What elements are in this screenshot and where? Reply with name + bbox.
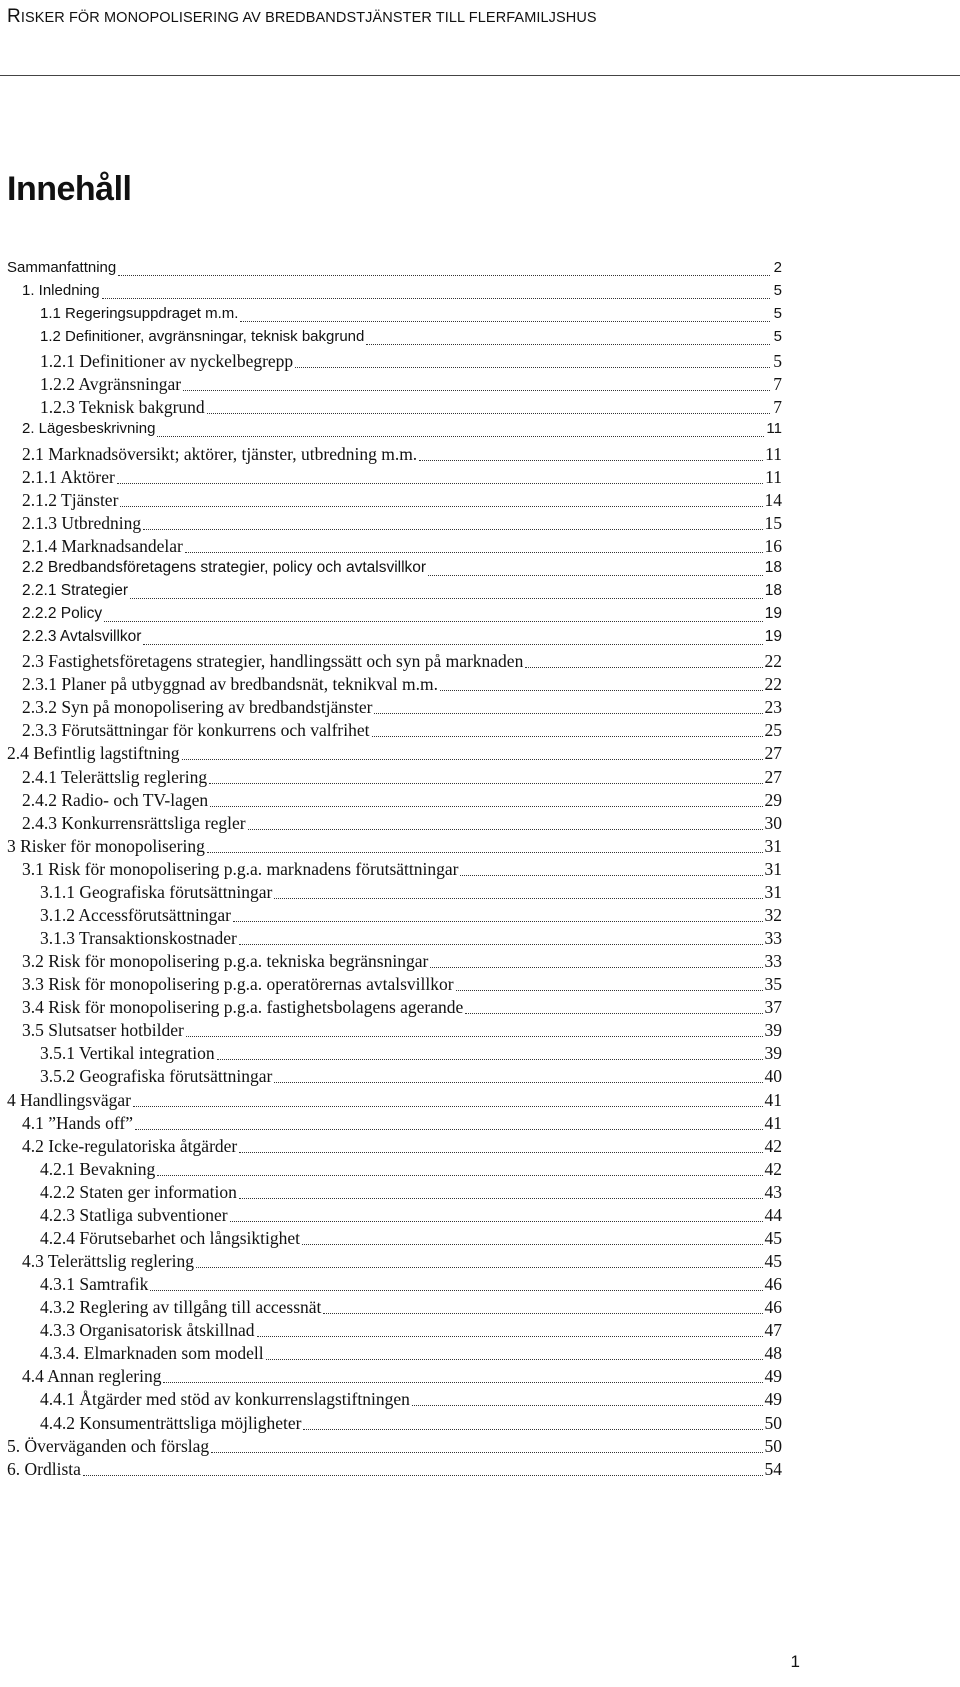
toc-entry-page: 27 (764, 743, 782, 763)
toc-entry[interactable] (22, 859, 782, 881)
toc-entry-label: 1. Inledning (22, 282, 100, 299)
toc-entry-page: 47 (764, 1320, 782, 1340)
toc-entry-label: 2. Lägesbeskrivning (22, 420, 156, 437)
toc-entry-page: 11 (766, 420, 782, 437)
toc-entry-label: 3.5.1 Vertikal integration (40, 1043, 215, 1063)
toc-dot-leader (274, 897, 762, 899)
toc-entry[interactable] (22, 651, 782, 673)
toc-dot-leader (120, 505, 762, 507)
toc-entry[interactable] (22, 444, 782, 466)
toc-entry-label: 2.3 Fastighetsföretagens strategier, handlingssätt och syn på marknaden (22, 651, 524, 671)
toc-entry[interactable] (7, 1090, 782, 1112)
toc-entry-label: 1.2.1 Definitioner av nyckelbegrepp (40, 351, 294, 371)
toc-entry[interactable] (40, 1182, 782, 1204)
toc-dot-leader (428, 574, 763, 576)
toc-dot-leader (239, 943, 763, 945)
toc-entry-label: 4.3.1 Samtrafik (40, 1274, 149, 1294)
toc-entry-label: 3.1.1 Geografiska förutsättningar (40, 882, 273, 902)
toc-entry-label: 2.2.2 Policy (22, 605, 103, 622)
toc-entry-label: 4.2.3 Statliga subventioner (40, 1205, 228, 1225)
toc-dot-leader (366, 343, 770, 345)
toc-entry-page: 42 (764, 1136, 782, 1156)
toc-entry-page: 31 (764, 882, 782, 902)
toc-entry-page: 29 (764, 790, 782, 810)
toc-entry-page: 5 (773, 282, 782, 299)
toc-dot-leader (372, 735, 763, 737)
toc-entry[interactable] (40, 1297, 782, 1319)
toc-entry-page: 11 (765, 444, 782, 464)
toc-entry-page: 7 (773, 374, 782, 394)
toc-entry-label: 2.1.2 Tjänster (22, 490, 119, 510)
toc-heading: Innehåll (7, 170, 132, 208)
toc-entry-page: 43 (764, 1182, 782, 1202)
toc-entry-page: 30 (764, 813, 782, 833)
toc-dot-leader (83, 1474, 763, 1476)
toc-dot-leader (465, 1012, 762, 1014)
toc-dot-leader (182, 758, 763, 760)
toc-entry[interactable] (40, 1413, 782, 1435)
toc-entry-page: 46 (764, 1297, 782, 1317)
toc-entry[interactable] (22, 1020, 782, 1042)
toc-dot-leader (207, 412, 770, 414)
toc-entry-page: 15 (764, 513, 782, 533)
toc-dot-leader (183, 389, 770, 391)
toc-dot-leader (130, 597, 763, 599)
toc-entry-page: 22 (764, 674, 782, 694)
toc-entry[interactable] (40, 1159, 782, 1181)
toc-entry-label: 6. Ordlista (7, 1459, 81, 1479)
toc-entry-page: 22 (764, 651, 782, 671)
toc-entry-label: 5. Överväganden och förslag (7, 1436, 210, 1456)
toc-dot-leader (525, 666, 762, 668)
toc-entry-page: 27 (764, 767, 782, 787)
toc-entry-label: 3.1.2 Accessförutsättningar (40, 905, 231, 925)
toc-dot-leader (209, 782, 762, 784)
toc-entry-label: 4 Handlingsvägar (7, 1090, 131, 1110)
toc-dot-leader (117, 482, 763, 484)
toc-entry-label: 3.2 Risk för monopolisering p.g.a. tekniska begränsningar (22, 951, 429, 971)
toc-entry[interactable] (7, 743, 782, 765)
toc-entry-page: 54 (764, 1459, 782, 1479)
toc-dot-leader (240, 320, 770, 322)
toc-entry-page: 50 (764, 1413, 782, 1433)
toc-entry[interactable] (22, 559, 782, 581)
toc-entry-label: 4.3.3 Organisatorisk åtskillnad (40, 1320, 255, 1340)
toc-entry-page: 14 (764, 490, 782, 510)
toc-dot-leader (133, 1105, 763, 1107)
toc-entry-page: 32 (764, 905, 782, 925)
toc-entry-label: 1.2 Definitioner, avgränsningar, teknisk bakgrund (40, 328, 365, 345)
toc-entry-page: 44 (764, 1205, 782, 1225)
toc-entry-label: 2.1.1 Aktörer (22, 467, 115, 487)
toc-entry-label: 4.3 Telerättslig reglering (22, 1251, 194, 1271)
toc-entry-page: 40 (764, 1066, 782, 1086)
toc-dot-leader (419, 459, 763, 461)
toc-entry-page: 45 (764, 1228, 782, 1248)
running-header-text: ISKER FÖR MONOPOLISERING AV BREDBANDSTJÄNSTER TILL FLERFAMILJSHUS (20, 10, 597, 26)
toc-dot-leader (257, 1335, 763, 1337)
toc-dot-leader (274, 1081, 762, 1083)
toc-entry-page: 33 (764, 928, 782, 948)
toc-entry[interactable] (40, 1274, 782, 1296)
toc-entry[interactable] (22, 282, 782, 304)
toc-entry-page: 49 (764, 1389, 782, 1409)
toc-entry[interactable] (22, 767, 782, 789)
toc-entry[interactable] (7, 836, 782, 858)
toc-entry-label: 4.4.2 Konsumenträttsliga möjligheter (40, 1413, 302, 1433)
toc-entry-label: 2.2.3 Avtalsvillkor (22, 628, 142, 645)
toc-entry-label: 2.4 Befintlig lagstiftning (7, 743, 180, 763)
toc-dot-leader (295, 366, 770, 368)
toc-dot-leader (118, 274, 770, 276)
toc-entry[interactable] (40, 1043, 782, 1065)
toc-entry-label: 2.4.1 Telerättslig reglering (22, 767, 208, 787)
toc-entry[interactable] (22, 997, 782, 1019)
toc-entry-label: 1.2.3 Teknisk bakgrund (40, 397, 205, 417)
toc-entry-label: 2.1 Marknadsöversikt; aktörer, tjänster, utbredning m.m. (22, 444, 418, 464)
toc-entry[interactable] (22, 467, 782, 489)
toc-entry-label: 3.4 Risk för monopolisering p.g.a. fastighetsbolagens agerande (22, 997, 464, 1017)
toc-entry-label: 2.1.4 Marknadsandelar (22, 536, 183, 556)
toc-entry-label: 4.3.2 Reglering av tillgång till accessnät (40, 1297, 322, 1317)
toc-entry-label: 4.4 Annan reglering (22, 1366, 162, 1386)
toc-dot-leader (230, 1220, 763, 1222)
toc-dot-leader (440, 689, 762, 691)
toc-dot-leader (104, 620, 763, 622)
toc-entry-page: 33 (764, 951, 782, 971)
toc-entry-page: 5 (773, 328, 782, 345)
toc-dot-leader (157, 1174, 762, 1176)
toc-entry-page: 5 (773, 351, 782, 371)
toc-entry-label: 3.1.3 Transaktionskostnader (40, 928, 237, 948)
toc-entry[interactable] (40, 1389, 782, 1411)
toc-entry-page: 16 (764, 536, 782, 556)
toc-entry-page: 18 (764, 582, 782, 599)
toc-entry[interactable] (22, 813, 782, 835)
toc-entry-page: 2 (773, 259, 782, 276)
toc-entry-label: 4.2.1 Bevakning (40, 1159, 156, 1179)
toc-entry-label: 2.2.1 Strategier (22, 582, 128, 599)
toc-entry-label: 1.1 Regeringsuppdraget m.m. (40, 305, 239, 322)
toc-entry[interactable] (40, 882, 782, 904)
toc-dot-leader (102, 297, 770, 299)
toc-entry-label: 2.4.2 Radio- och TV-lagen (22, 790, 209, 810)
toc-entry[interactable] (40, 351, 782, 373)
toc-entry[interactable] (40, 905, 782, 927)
toc-entry-page: 18 (764, 559, 782, 576)
toc-entry[interactable] (40, 1066, 782, 1088)
toc-entry-label: 3.1 Risk för monopolisering p.g.a. marknadens förutsättningar (22, 859, 459, 879)
toc-entry-label: 4.2.4 Förutsebarhet och långsiktighet (40, 1228, 301, 1248)
toc-entry-label: 2.1.3 Utbredning (22, 513, 142, 533)
toc-entry-page: 31 (764, 859, 782, 879)
toc-dot-leader (374, 712, 762, 714)
toc-entry[interactable] (40, 1343, 782, 1365)
toc-entry-label: 3 Risker för monopolisering (7, 836, 205, 856)
toc-entry-label: 4.4.1 Åtgärder med stöd av konkurrenslagstiftningen (40, 1389, 410, 1409)
toc-entry[interactable] (40, 328, 782, 350)
toc-entry-page: 5 (773, 305, 782, 322)
toc-entry[interactable] (22, 674, 782, 696)
toc-dot-leader (143, 643, 762, 645)
toc-dot-leader (157, 435, 764, 437)
toc-entry[interactable] (7, 259, 782, 281)
toc-entry-label: 2.4.3 Konkurrensrättsliga regler (22, 813, 246, 833)
toc-dot-leader (456, 989, 763, 991)
running-header-initial: R (7, 6, 21, 27)
toc-dot-leader (266, 1358, 763, 1360)
toc-entry-label: 3.5.2 Geografiska förutsättningar (40, 1066, 273, 1086)
toc-entry-page: 46 (764, 1274, 782, 1294)
toc-entry-page: 19 (764, 628, 782, 645)
toc-entry-page: 25 (764, 720, 782, 740)
toc-entry-page: 50 (764, 1436, 782, 1456)
toc-entry-page: 49 (764, 1366, 782, 1386)
toc-entry-page: 39 (764, 1043, 782, 1063)
toc-entry[interactable] (22, 697, 782, 719)
toc-dot-leader (303, 1428, 762, 1430)
toc-entry[interactable] (40, 1205, 782, 1227)
toc-entry-label: 3.5 Slutsatser hotbilder (22, 1020, 184, 1040)
toc-entry-page: 31 (764, 836, 782, 856)
toc-dot-leader (207, 851, 763, 853)
toc-entry-label: 2.3.1 Planer på utbyggnad av bredbandsnät, teknikval m.m. (22, 674, 439, 694)
toc-entry[interactable] (40, 1320, 782, 1342)
toc-entry-label: 4.3.4. Elmarknaden som modell (40, 1343, 264, 1363)
toc-entry[interactable] (22, 1366, 782, 1388)
toc-dot-leader (430, 966, 762, 968)
toc-dot-leader (233, 920, 763, 922)
toc-entry-label: 4.1 ”Hands off” (22, 1113, 133, 1133)
toc-entry[interactable] (22, 628, 782, 650)
toc-entry-page: 42 (764, 1159, 782, 1179)
toc-dot-leader (163, 1381, 762, 1383)
toc-entry-page: 19 (764, 605, 782, 622)
toc-dot-leader (217, 1058, 763, 1060)
toc-entry-page: 39 (764, 1020, 782, 1040)
toc-dot-leader (460, 874, 762, 876)
page-number: 1 (790, 1652, 800, 1671)
toc-entry[interactable] (22, 1251, 782, 1273)
toc-entry[interactable] (22, 490, 782, 512)
toc-dot-leader (412, 1404, 763, 1406)
toc-entry[interactable] (40, 374, 782, 396)
toc-dot-leader (211, 1451, 762, 1453)
toc-entry[interactable] (7, 1459, 782, 1481)
toc-entry[interactable] (22, 720, 782, 742)
toc-entry-label: 4.2.2 Staten ger information (40, 1182, 237, 1202)
toc-entry-label: 1.2.2 Avgränsningar (40, 374, 182, 394)
toc-entry-page: 41 (764, 1090, 782, 1110)
toc-entry-page: 45 (764, 1251, 782, 1271)
toc-entry-page: 23 (764, 697, 782, 717)
toc-dot-leader (239, 1151, 762, 1153)
toc-dot-leader (185, 551, 763, 553)
toc-dot-leader (323, 1312, 762, 1314)
toc-entry-label: 3.3 Risk för monopolisering p.g.a. operatörernas avtalsvillkor (22, 974, 454, 994)
toc-entry-label: Sammanfattning (7, 259, 117, 276)
toc-dot-leader (248, 828, 763, 830)
toc-entry-label: 2.2 Bredbandsföretagens strategier, policy och avtalsvillkor (22, 559, 427, 576)
toc-dot-leader (196, 1266, 763, 1268)
toc-entry[interactable] (22, 513, 782, 535)
toc-entry[interactable] (22, 420, 782, 442)
toc-dot-leader (302, 1243, 762, 1245)
toc-entry-page: 7 (773, 397, 782, 417)
toc-entry[interactable] (22, 974, 782, 996)
toc-dot-leader (210, 805, 762, 807)
toc-entry-label: 2.3.3 Förutsättningar för konkurrens och valfrihet (22, 720, 370, 740)
toc-entry-page: 41 (764, 1113, 782, 1133)
toc-entry[interactable] (22, 1136, 782, 1158)
toc-dot-leader (239, 1197, 763, 1199)
toc-entry[interactable] (22, 951, 782, 973)
toc-entry-page: 37 (764, 997, 782, 1017)
toc-entry[interactable] (22, 1113, 782, 1135)
toc-entry[interactable] (40, 928, 782, 950)
toc-entry[interactable] (40, 305, 782, 327)
toc-entry[interactable] (22, 536, 782, 558)
toc-entry-label: 2.3.2 Syn på monopolisering av bredbandstjänster (22, 697, 373, 717)
toc-entry-page: 48 (764, 1343, 782, 1363)
toc-dot-leader (143, 528, 762, 530)
toc-entry[interactable] (7, 1436, 782, 1458)
toc-entry[interactable] (22, 582, 782, 604)
toc-entry[interactable] (22, 790, 782, 812)
toc-entry-page: 11 (765, 467, 782, 487)
toc-entry-label: 4.2 Icke-regulatoriska åtgärder (22, 1136, 238, 1156)
toc-entry[interactable] (40, 1228, 782, 1250)
toc-dot-leader (150, 1289, 762, 1291)
toc-dot-leader (186, 1035, 763, 1037)
toc-entry[interactable] (22, 605, 782, 627)
toc-entry[interactable] (40, 397, 782, 419)
toc-entry-page: 35 (764, 974, 782, 994)
toc-dot-leader (135, 1128, 763, 1130)
